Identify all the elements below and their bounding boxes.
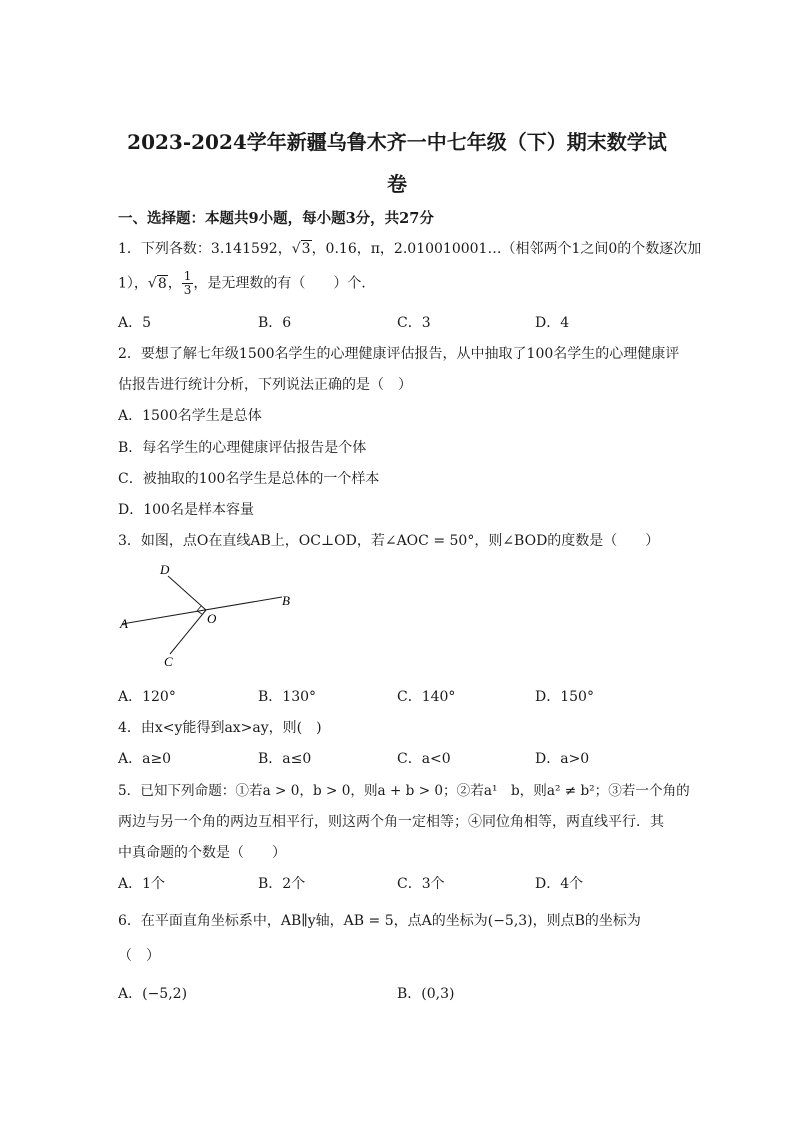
ray-od [168, 576, 206, 610]
label-o: O [207, 611, 217, 626]
page-title: 2023-2024学年新疆乌鲁木齐一中七年级（下）期末数学试 [127, 130, 667, 154]
question-5-line-2: 两边与另一个角的两边互相平行，则这两个角一定相等；④同位角相等，两直线平行．其 [118, 814, 664, 830]
q1-option-d: D．4 [535, 315, 570, 331]
sqrt-3: √3 [291, 241, 311, 257]
q3-option-b: B．130° [258, 689, 317, 705]
question-5-line-1: 5．已知下列命题：①若a > 0，b > 0，则a + b > 0；②若a¹ b，则a² ≠ b²；③若一个角的 [118, 783, 690, 799]
q2-option-c: C．被抽取的100名学生是总体的一个样本 [118, 471, 380, 487]
q1-option-a: A．5 [118, 315, 152, 331]
q3-option-d: D．150° [535, 689, 594, 705]
q4-option-c: C．a<0 [397, 751, 451, 767]
q4-option-b: B．a≤0 [258, 751, 312, 767]
q5-option-b: B．2个 [258, 876, 306, 892]
question-2-line-2: 估报告进行统计分析，下列说法正确的是（ ） [118, 377, 412, 393]
question-2-line-1: 2．要想了解七年级1500名学生的心理健康评估报告，从中抽取了100名学生的心理健康评 [118, 346, 680, 362]
q4-option-a: A．a≥0 [118, 751, 172, 767]
question-1-line-2: 1），√8， $\frac{1}{3}$ ，是无理数的有（ ）个． [118, 269, 376, 297]
q4-option-d: D．a>0 [535, 751, 590, 767]
ray-oc [170, 610, 206, 654]
label-d: D [160, 562, 170, 577]
question-6-line-1: 6．在平面直角坐标系中，AB∥y轴，AB = 5，点A的坐标为(−5,3)，则点B的坐标为 [118, 913, 641, 929]
label-c: C [164, 654, 173, 669]
fraction-one-third: $\frac{1}{3}$ [183, 269, 192, 297]
line-ab [122, 597, 282, 624]
q5-option-a: A．1个 [118, 876, 166, 892]
sqrt-8: √8 [147, 275, 167, 292]
q5-option-c: C．3个 [397, 876, 445, 892]
question-4-line-1: 4．由x<y能得到ax>ay，则( ) [118, 720, 322, 736]
q5-option-d: D．4个 [535, 876, 584, 892]
label-a: A [120, 616, 128, 631]
q1-option-b: B．6 [258, 315, 292, 331]
q1-option-c: C．3 [397, 315, 431, 331]
q3-option-c: C．140° [397, 689, 456, 705]
q3-option-a: A．120° [118, 689, 176, 705]
q2-option-d: D．100名是样本容量 [118, 502, 254, 518]
question-3-line-1: 3．如图，点O在直线AB上，OC⊥OD，若∠AOC = 50°，则∠BOD的度数是（ ） [118, 533, 660, 549]
angle-figure [110, 560, 310, 675]
q2-option-b: B．每名学生的心理健康评估报告是个体 [118, 440, 367, 456]
page-title-continued: 卷 [387, 172, 407, 196]
q6-option-a: A．(−5,2) [118, 986, 188, 1002]
right-angle-mark [197, 606, 202, 614]
question-5-line-3: 中真命题的个数是（ ） [118, 845, 286, 861]
label-b: B [282, 593, 290, 608]
q6-option-b: B．(0,3) [397, 986, 455, 1002]
section-heading: 一、选择题：本题共9小题，每小题3分，共27分 [118, 210, 434, 227]
q2-option-a: A．1500名学生是总体 [118, 408, 262, 424]
question-1-line-1: 1．下列各数：3.141592，√3，0.16，π，2.010010001…（相邻两个1之间0的个数逐次加 [118, 241, 702, 257]
question-6-line-2: （ ） [118, 948, 160, 964]
